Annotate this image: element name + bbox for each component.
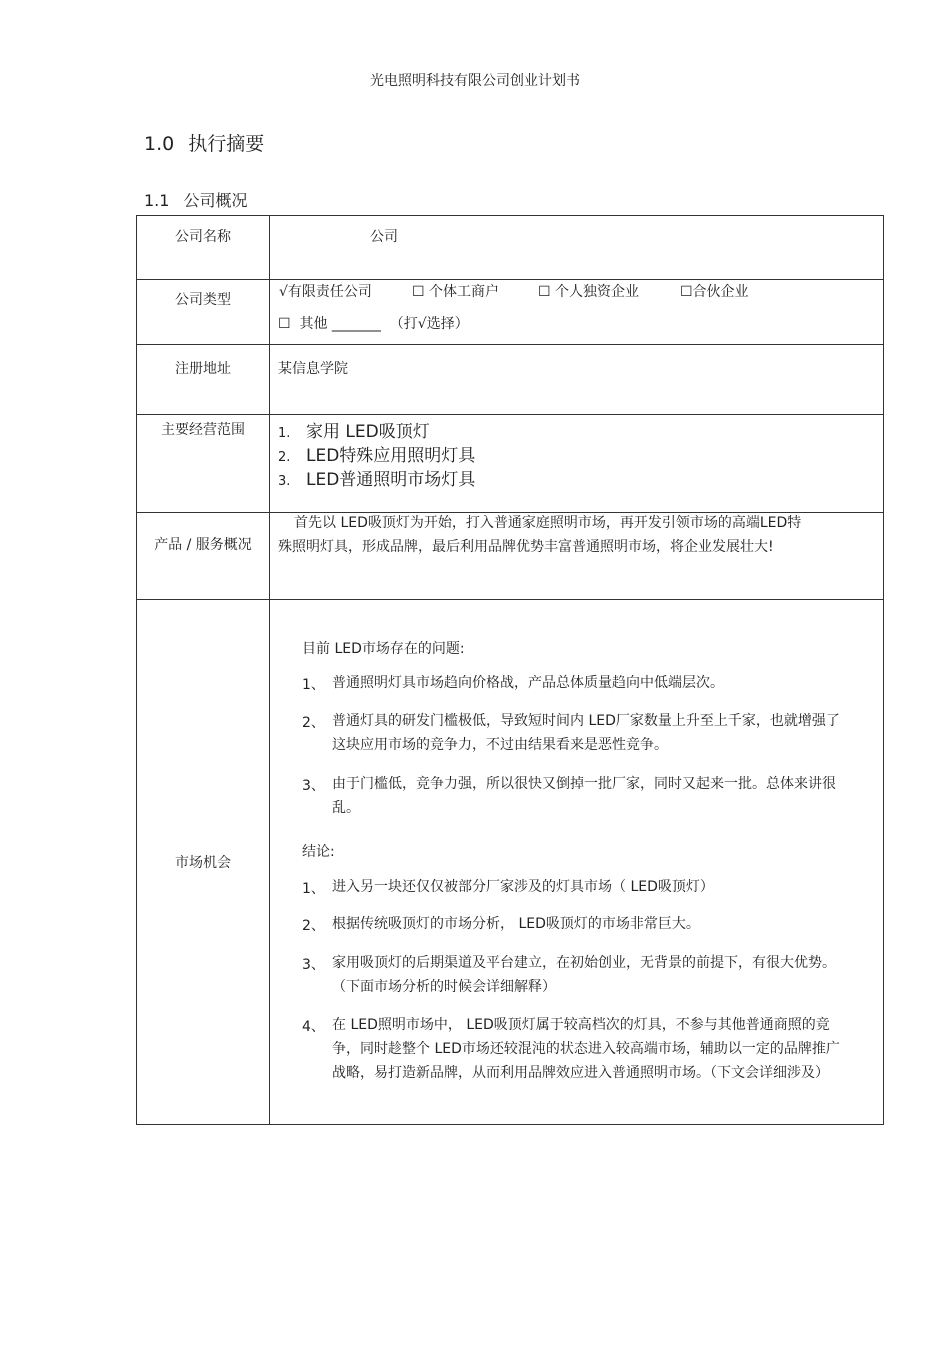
problem-number: 2、: [302, 715, 325, 731]
problem-number: 1、: [302, 677, 325, 693]
scope-label-cell: [137, 415, 270, 513]
scope-item-number: 2.: [278, 450, 291, 465]
problems-title: 目前 LED市场存在的问题:: [302, 641, 465, 657]
address-label: 注册地址: [175, 361, 231, 377]
conclusion-text: 在 LED照明市场中， LED吸顶灯属于较高档次的灯具，不参与其他普通商照的竞争，同时趁整个 LED市场还较混沌的状态进入较高端市场，辅助以一定的品牌推广战略，易打造新品牌，从而利用品牌效应进入普通照明市场。（下文会详细涉及）: [332, 1017, 840, 1081]
scope-value-cell: [270, 415, 884, 513]
problem-text: 普通灯具的研发门槛极低，导致短时间内 LED厂家数量上升至上千家，也就增强了这块应用市场的竞争力，不过由结果看来是恶性竞争。: [332, 713, 840, 753]
table-row: [137, 513, 884, 600]
conclusion-text: 根据传统吸顶灯的市场分析， LED吸顶灯的市场非常巨大。: [332, 916, 700, 932]
scope-item-number: 1.: [278, 426, 291, 441]
table-row: [137, 600, 884, 1125]
address-value: 某信息学院: [278, 361, 348, 377]
conclusion-text: 家用吸顶灯的后期渠道及平台建立，在初始创业，无背景的前提下，有很大优势。（下面市场分析的时候会详细解释）: [332, 955, 836, 995]
company-type-label-cell: [137, 280, 270, 345]
list-item: [278, 417, 430, 442]
product-value-cell: [270, 513, 884, 600]
product-description: 首先以 LED吸顶灯为开始，打入普通家庭照明市场，再开发引领市场的高端LED特殊照明灯具，形成品牌，最后利用品牌优势丰富普通照明市场，将企业发展壮大!: [278, 515, 802, 555]
type-option-other[interactable]: ☐ 其他 _______ （打√选择）: [278, 316, 469, 332]
scope-item-text: LED特殊应用照明灯具: [306, 446, 476, 466]
conclusion-number: 4、: [302, 1019, 325, 1035]
product-label-cell: [137, 513, 270, 600]
product-label: 产品 / 服务概况: [154, 537, 252, 553]
list-item: [278, 441, 475, 466]
type-option-sole-proprietorship[interactable]: ☐ 个人独资企业: [538, 284, 640, 300]
market-label: 市场机会: [175, 855, 231, 871]
subsection-number: 1.1: [144, 191, 170, 210]
problem-number: 3、: [302, 778, 325, 794]
subsection-heading: [144, 188, 247, 211]
table-row: [137, 280, 884, 345]
section-title: 执行摘要: [188, 133, 265, 155]
company-name-value: 公司: [370, 229, 398, 245]
scope-item-text: LED普通照明市场灯具: [306, 470, 476, 490]
company-name-label-cell: [137, 216, 270, 280]
scope-item-number: 3.: [278, 474, 291, 489]
type-option-partnership[interactable]: ☐合伙企业: [680, 284, 749, 300]
document-title: 光电照明科技有限公司创业计划书: [370, 73, 580, 89]
company-type-label: 公司类型: [175, 292, 231, 308]
section-heading: [144, 129, 264, 156]
market-label-cell: [137, 600, 270, 1125]
table-row: [137, 345, 884, 415]
company-overview-table: [136, 215, 884, 1125]
subsection-title: 公司概况: [183, 191, 248, 210]
type-option-individual-business[interactable]: ☐ 个体工商户: [412, 284, 500, 300]
conclusion-title: 结论:: [302, 844, 335, 860]
address-label-cell: [137, 345, 270, 415]
problem-text: 普通照明灯具市场趋向价格战，产品总体质量趋向中低端层次。: [332, 675, 724, 691]
conclusion-number: 3、: [302, 957, 325, 973]
market-value-cell: [270, 600, 884, 1125]
table-row: [137, 216, 884, 280]
conclusion-text: 进入另一块还仅仅被部分厂家涉及的灯具市场（ LED吸顶灯）: [332, 879, 714, 895]
company-type-value-cell: [270, 280, 884, 345]
type-option-llc[interactable]: √有限责任公司: [279, 284, 372, 300]
company-name-label: 公司名称: [175, 229, 231, 245]
table-row: [137, 415, 884, 513]
company-name-value-cell: [270, 216, 884, 280]
problem-text: 由于门槛低，竞争力强，所以很快又倒掉一批厂家，同时又起来一批。总体来讲很乱。: [332, 776, 836, 816]
conclusion-number: 2、: [302, 918, 325, 934]
scope-label: 主要经营范围: [161, 422, 245, 438]
list-item: [278, 465, 475, 490]
scope-item-text: 家用 LED吸顶灯: [306, 422, 430, 442]
conclusion-number: 1、: [302, 881, 325, 897]
section-number: 1.0: [144, 133, 175, 155]
address-value-cell: [270, 345, 884, 415]
